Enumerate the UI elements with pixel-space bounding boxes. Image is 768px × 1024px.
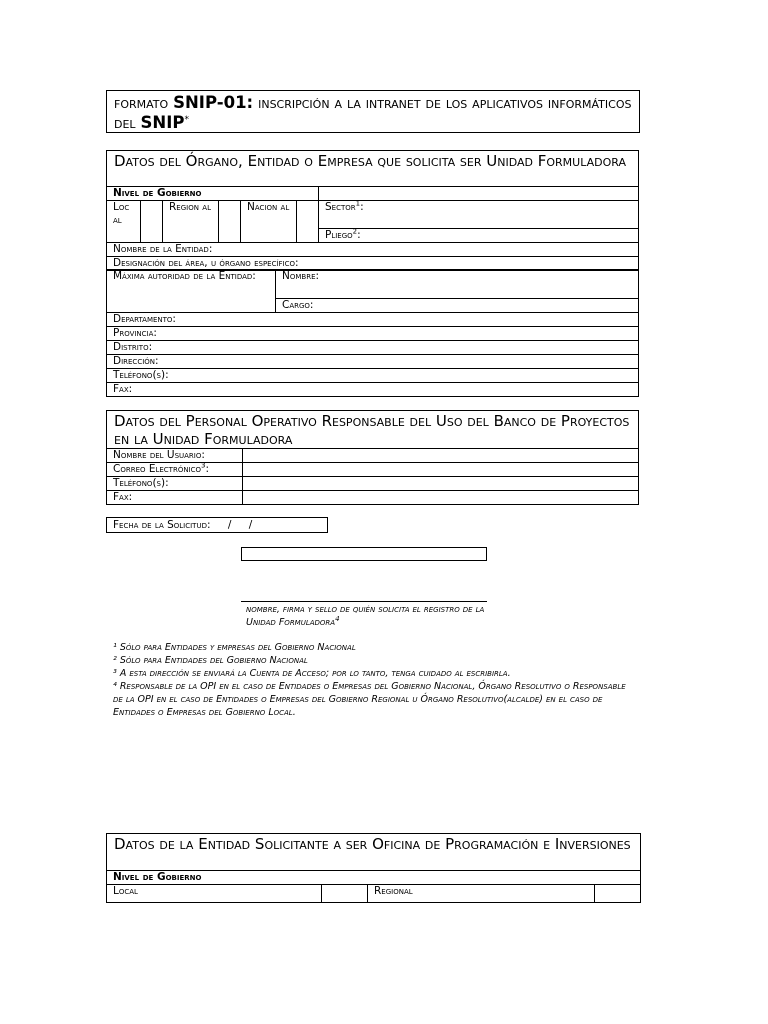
direccion-field[interactable]: Dirección: bbox=[107, 355, 639, 369]
footnote-2: ² Sólo para Entidades del Gobierno Nacional bbox=[113, 655, 308, 666]
fax-field[interactable]: Fax: bbox=[107, 383, 639, 397]
usuario-label: Nombre del Usuario: bbox=[107, 449, 243, 463]
title-text: inscripción a la intranet de los aplicativos informáticos del bbox=[114, 94, 632, 132]
fecha-slash-2: / bbox=[248, 519, 253, 531]
opi-regional-label: Regional bbox=[368, 885, 595, 903]
document-title bbox=[106, 90, 640, 133]
autoridad-table bbox=[106, 269, 639, 397]
nacional-checkbox[interactable] bbox=[297, 201, 319, 243]
fecha-slash-1: / bbox=[227, 519, 232, 531]
correo-label-text: Correo Electrónico bbox=[113, 463, 202, 475]
maxima-autoridad-label: Máxima autoridad de la Entidad: bbox=[107, 270, 276, 313]
usuario-input[interactable] bbox=[243, 449, 639, 463]
entidad-field[interactable]: Nombre de la Entidad: bbox=[107, 243, 639, 257]
correo-label: Correo Electrónico$^3$: bbox=[107, 463, 243, 477]
opi-local-checkbox[interactable] bbox=[322, 885, 368, 903]
title-snip: SNIP bbox=[140, 113, 185, 132]
fecha-solicitud-field[interactable] bbox=[106, 517, 328, 533]
correo-note: 3 bbox=[201, 462, 206, 470]
title-prefix: formato bbox=[114, 94, 169, 112]
personal-fax-label: Fax: bbox=[107, 491, 243, 505]
section-opi-table bbox=[106, 833, 641, 903]
personal-telefono-label: Teléfono(s): bbox=[107, 477, 243, 491]
pliego-note: 2 bbox=[352, 228, 358, 236]
pliego-field[interactable]: Pliego$^2$: bbox=[319, 229, 639, 243]
signature-caption bbox=[246, 603, 506, 629]
pliego-label: Pliego bbox=[325, 229, 353, 241]
footnote-1: ¹ Sólo para Entidades y empresas del Gobierno Nacional bbox=[113, 642, 356, 653]
sector-note: 1 bbox=[355, 200, 361, 208]
departamento-field[interactable]: Departamento: bbox=[107, 313, 639, 327]
title-code: SNIP-01: bbox=[173, 93, 254, 112]
signature-line bbox=[241, 601, 487, 602]
personal-fax-input[interactable] bbox=[243, 491, 639, 505]
local-checkbox[interactable] bbox=[141, 201, 163, 243]
designacion-field[interactable]: Designación del área, u órgano específico: bbox=[107, 257, 639, 271]
footnote-4: ⁴ Responsable de la OPI en el caso de Entidades o Empresas del Gobierno Nacional, Órgano Resolutivo o Responsable de la OPI en el caso de Entidades o Empresas del Gobierno Regional u Órgano Resolutivo(alcalde) en el caso de Entidades o Empresas del Gobierno Local. bbox=[113, 681, 626, 718]
nivel-gobierno-blank bbox=[319, 187, 639, 201]
signature-box[interactable] bbox=[241, 547, 487, 561]
opi-regional-checkbox[interactable] bbox=[595, 885, 641, 903]
telefono-field[interactable]: Teléfono(s): bbox=[107, 369, 639, 383]
cargo-field[interactable]: Cargo: bbox=[276, 299, 639, 313]
signature-note: 4 bbox=[335, 614, 340, 623]
nacional-label: Nacion al bbox=[241, 201, 297, 243]
footnote-3: ³ A esta dirección se enviará la Cuenta de Acceso; por lo tanto, tenga cuidado al escribirla. bbox=[113, 668, 511, 679]
section-personal-table bbox=[106, 410, 639, 505]
regional-label: Region al bbox=[163, 201, 219, 243]
personal-telefono-input[interactable] bbox=[243, 477, 639, 491]
section-organo-table bbox=[106, 150, 639, 271]
footnotes bbox=[113, 641, 633, 719]
correo-input[interactable] bbox=[243, 463, 639, 477]
sector-label: Sector bbox=[325, 201, 356, 213]
section-opi-header: Datos de la Entidad Solicitante a ser Oficina de Programación e Inversiones bbox=[107, 834, 641, 871]
section-personal-header: Datos del Personal Operativo Responsable del Uso del Banco de Proyectos en la Unidad Formuladora bbox=[107, 411, 639, 449]
title-mark: * bbox=[184, 114, 189, 125]
regional-checkbox[interactable] bbox=[219, 201, 241, 243]
signature-caption-text: nombre, firma y sello de quién solicita el registro de la Unidad Formuladora bbox=[246, 604, 485, 628]
local-label: Loc al bbox=[107, 201, 141, 243]
fecha-label: Fecha de la Solicitud: bbox=[113, 519, 211, 531]
sector-field[interactable]: Sector$^1$: bbox=[319, 201, 639, 229]
section-organo-header: Datos del Órgano, Entidad o Empresa que solicita ser Unidad Formuladora bbox=[107, 151, 639, 187]
distrito-field[interactable]: Distrito: bbox=[107, 341, 639, 355]
opi-local-label: Local bbox=[107, 885, 322, 903]
nombre-field[interactable]: Nombre: bbox=[276, 270, 639, 299]
provincia-field[interactable]: Provincia: bbox=[107, 327, 639, 341]
nivel-gobierno-label: Nivel de Gobierno bbox=[107, 187, 319, 201]
opi-nivel-gobierno-label: Nivel de Gobierno bbox=[107, 871, 641, 885]
